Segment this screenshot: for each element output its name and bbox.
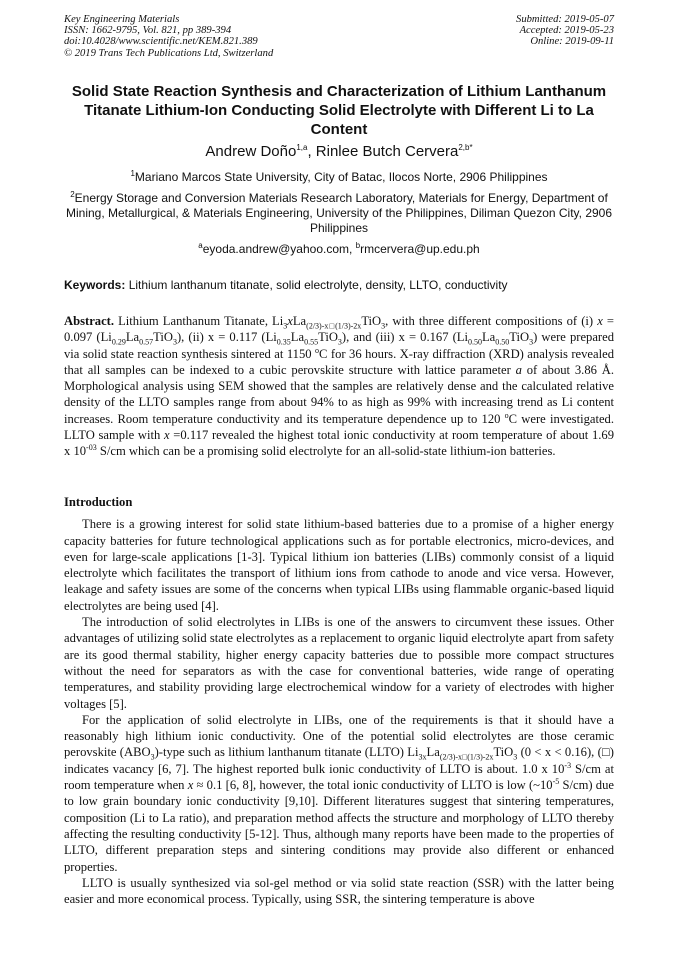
text-run: Abstract.: [64, 314, 115, 328]
text-run: a: [198, 241, 203, 250]
text-run: TiO: [361, 314, 382, 328]
text-run: ≈ 0.1 [6, 8], however, the total ionic conductivity of LLTO is low (~10: [193, 778, 553, 793]
text-run: TiO: [153, 330, 173, 345]
text-run: , with three different compositions of (i): [385, 314, 598, 328]
text-run: 3: [150, 752, 155, 762]
text-run: Energy Storage and Conversion Materials Research Laboratory, Materials for Energy, Department of Mining, Metallurgical, & Materials Engineering, University of the Philippines, Diliman Quezon City, 2906 Philippines: [65, 191, 613, 235]
text-run: )-type such as lithium lanthanum titanate (LLTO) Li: [154, 745, 419, 760]
text-run: eyoda.andrew@yahoo.com,: [202, 242, 356, 256]
introduction-section: [64, 494, 614, 907]
text-run: a: [515, 362, 522, 377]
text-run: ) were prepared via solid state reaction synthesis sintered at 1150: [64, 330, 615, 361]
text-run: (0 < x < 0.16), (□) indicates vacancy [6, 7]. The highest reported bulk ionic conductivity of LLTO is about. 1.0 x 10: [64, 745, 614, 776]
text-run: -3: [564, 760, 572, 770]
text-run: x: [163, 428, 170, 443]
text-run: 3: [381, 321, 386, 331]
text-run: La: [292, 314, 307, 328]
text-run: 2: [70, 190, 75, 199]
paragraph: [64, 875, 614, 908]
text-run: o: [504, 410, 509, 420]
dates-info: [516, 14, 614, 48]
text-run: =0.117 revealed the highest total ionic conductivity at room temperature of about 1.69 x 10: [64, 428, 614, 459]
text-run: 3: [337, 337, 342, 347]
online-date: Online: 2019-09-11: [530, 36, 614, 48]
text-run: (2/3)-x□(1/3)-2x: [306, 321, 362, 331]
affiliation-1: [64, 170, 614, 184]
section-heading: Introduction: [64, 495, 133, 509]
text-run: 0.50: [495, 337, 510, 347]
text-run: 0.29: [111, 337, 126, 347]
text-run: ), (ii) x = 0.117 (Li: [176, 330, 277, 345]
text-run: -03: [86, 443, 97, 453]
text-run: For the application of solid electrolyte in LIBs, one of the requirements is that it should have a reasonably high lithium ionic conductivity. One of the potential solid electrolytes are those ceramic perovskite (ABO: [64, 712, 614, 760]
accepted-date: Accepted: 2019-05-23: [519, 25, 614, 37]
paragraph: [64, 614, 614, 712]
doi: doi:10.4028/www.scientific.net/KEM.821.389: [64, 36, 258, 48]
journal-info: [64, 14, 273, 59]
text-run: 1: [130, 169, 135, 178]
text-run: C were investigated. LLTO sample with: [64, 411, 614, 443]
text-run: -5: [552, 776, 560, 786]
text-run: Mariano Marcos State University, City of Batac, Ilocos Norte, 2906 Philippines: [134, 170, 548, 184]
text-run: 0.57: [139, 337, 154, 347]
text-run: C for 36 hours. X-ray diffraction (XRD) analysis revealed that all samples can be indexed to a cubic perovskite structure with lattice parameter: [64, 346, 614, 377]
journal-name: Key Engineering Materials: [64, 14, 180, 25]
author-emails: [64, 242, 614, 256]
text-run: 2,b*: [458, 143, 473, 152]
text-run: 3: [172, 337, 177, 347]
text-run: TiO: [509, 330, 530, 345]
text-run: S/cm at room temperature when: [64, 761, 614, 793]
text-run: Lithium lanthanum titanate, solid electrolyte, density, LLTO, conductivity: [128, 278, 508, 292]
text-run: ), and (iii) x = 0.167 (Li: [341, 330, 468, 345]
text-run: La: [125, 330, 140, 345]
issn: ISSN: 1662-9795, Vol. 821, pp 389-394: [64, 25, 232, 37]
affiliation-2: [64, 191, 614, 236]
text-run: La: [481, 330, 496, 345]
text-run: La: [290, 330, 305, 345]
text-run: S/cm which can be a promising solid electrolyte for an all-solid-state lithium-ion batteries.: [96, 444, 556, 459]
text-run: , Rinlee Butch Cervera: [307, 143, 459, 160]
text-run: x: [597, 314, 603, 328]
text-run: 0.50: [467, 337, 482, 347]
text-run: S/cm) due to low grain boundary ionic conductivity [9,10]. Different literatures suggest that sintering temperatures, composition (Li to La ratio), and preparation method affects the structure and morphology of LLTO thereby affecting the resulting conductivity [5-12]. Thus, although many reports have been made to the properties of LLTO, different preparation steps and sintering conditions may provide also different or enhanced properties.: [64, 778, 614, 874]
copyright: © 2019 Trans Tech Publications Ltd, Switzerland: [64, 47, 274, 59]
text-run: TiO: [318, 330, 338, 345]
keywords: [64, 278, 614, 292]
text-run: La: [426, 745, 440, 760]
text-run: x: [187, 778, 194, 793]
text-run: b: [355, 241, 361, 250]
text-run: 3: [283, 321, 288, 331]
authors: [64, 143, 614, 160]
text-run: TiO: [493, 745, 514, 760]
text-run: Lithium Lanthanum Titanate, Li: [114, 314, 284, 328]
text-run: Andrew Doño: [205, 143, 297, 160]
text-run: x: [287, 314, 293, 328]
text-run: 3: [513, 752, 518, 762]
text-run: 3: [529, 337, 534, 347]
abstract-section: [64, 313, 614, 460]
text-run: o: [315, 345, 320, 355]
text-run: 0.35: [276, 337, 291, 347]
paper-title: Solid State Reaction Synthesis and Characterization of Lithium Lanthanum Titanate Lithium-Ion Conducting Solid Electrolyte with Different Li to La Content: [71, 83, 607, 138]
text-run: LLTO is usually synthesized via sol-gel method or via solid state reaction (SSR) with the latter being easier and more economical process. Typically, using SSR, the sintering temperature is above: [64, 875, 614, 907]
text-run: Keywords:: [64, 278, 129, 292]
paragraph: [64, 712, 614, 875]
paragraph: [64, 516, 614, 614]
abstract-text: [64, 313, 614, 460]
text-run: There is a growing interest for solid state lithium-based batteries due to a promise of a higher energy capacity batteries for future technological applications such as for portable electronics, micro-devices, and even for large-scale applications [1-3]. Typical lithium ion batteries (LIBs) commonly consist of a liquid electrolyte which facilitates the transport of lithium ions from cathode to anode and vice versa. However, leakage and safety issues are some of the concerns when typical LIBs using flammable organic-based liquid electrolytes are being used [4].: [64, 517, 614, 613]
text-run: rmcervera@up.edu.ph: [360, 242, 480, 256]
text-run: The introduction of solid electrolytes in LIBs is one of the answers to circumvent these issues. Other advantages of utilizing solid state electrolytes as a replacement to organic liquid electrolyte apart from safety are its good thermal stability, higher energy capacity batteries due to possible more compact structures without the need for separators as with the case for conventional batteries, wide range of operating temperatures, and stability providing large electrochemical window for a variety of electrodes with higher voltages [5].: [64, 615, 614, 711]
text-run: 0.55: [304, 337, 319, 347]
submitted-date: Submitted: 2019-05-07: [516, 14, 614, 25]
text-run: of about 3.86 Å. Morphological analysis using SEM showed that the samples are relatively dense and the calculated relative density of the LLTO samples range from about 94% to as high as 99% with increasing trend as Li content increases. Room temperature conductivity and its temperature dependence up to 120: [64, 362, 614, 426]
text-run: 1,a: [296, 143, 308, 152]
text-run: = 0.097 (Li: [64, 314, 614, 345]
text-run: 3x: [418, 752, 427, 762]
text-run: (2/3)-x□(1/3)-2x: [439, 752, 494, 762]
